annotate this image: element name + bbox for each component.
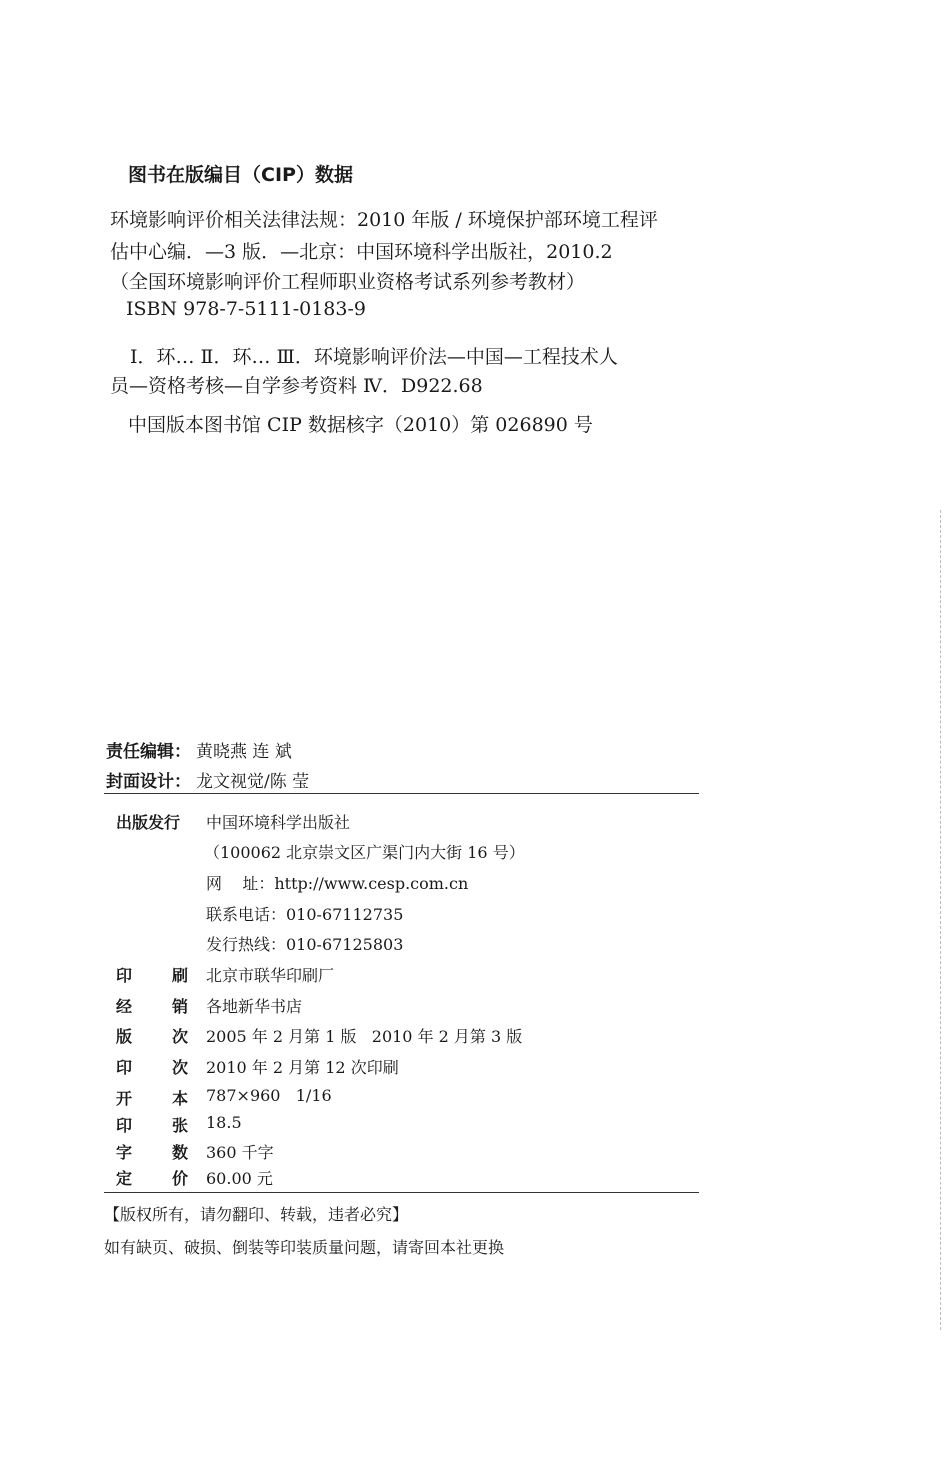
cover-design-value: 龙文视觉/陈 莹 <box>196 772 310 792</box>
divider-bottom <box>104 1192 699 1193</box>
cip-title: 图书在版编目（CIP）数据 <box>128 164 353 186</box>
cip-line-2: 估中心编．—3 版．—北京：中国环境科学出版社，2010.2 <box>110 241 613 263</box>
spec-distributor: 各地新华书店 <box>206 997 303 1016</box>
cip-line-3: （全国环境影响评价工程师职业资格考试系列参考教材） <box>110 271 586 293</box>
cip-core-number: 中国版本图书馆 CIP 数据核字（2010）第 026890 号 <box>128 414 593 436</box>
editor-value: 黄晓燕 连 斌 <box>196 742 292 762</box>
cip-isbn: ISBN 978-7-5111-0183-9 <box>126 298 366 320</box>
publisher-address: （100062 北京崇文区广渠门内大街 16 号） <box>204 843 525 862</box>
spec-printer: 北京市联华印刷厂 <box>206 966 335 985</box>
publisher-phone: 联系电话：010-67112735 <box>206 905 404 924</box>
cip-classification-1: Ⅰ．环… Ⅱ．环… Ⅲ．环境影响评价法—中国—工程技术人 <box>130 346 618 368</box>
spec-price: 60.00 元 <box>206 1169 273 1188</box>
cip-line-1: 环境影响评价相关法律法规：2010 年版 / 环境保护部环境工程评 <box>110 209 658 231</box>
scan-edge-line <box>940 510 941 1330</box>
cip-classification-2: 员—资格考核—自学参考资料 Ⅳ．D922.68 <box>110 375 483 397</box>
divider-top <box>104 793 699 794</box>
spec-edition: 2005 年 2 月第 1 版 2010 年 2 月第 3 版 <box>206 1027 523 1046</box>
publisher-name: 中国环境科学出版社 <box>206 813 351 832</box>
quality-notice: 如有缺页、破损、倒装等印装质量问题，请寄回本社更换 <box>104 1238 505 1257</box>
spec-word-count: 360 千字 <box>206 1143 274 1162</box>
publisher-label: 出版发行 <box>116 813 181 832</box>
copyright-notice: 【版权所有，请勿翻印、转载，违者必究】 <box>104 1205 409 1224</box>
publisher-website: 网 址：http://www.cesp.com.cn <box>206 874 469 893</box>
editor-label: 责任编辑： <box>106 742 191 762</box>
publisher-hotline: 发行热线：010-67125803 <box>206 935 404 954</box>
spec-sheets: 18.5 <box>206 1113 242 1132</box>
spec-printing: 2010 年 2 月第 12 次印刷 <box>206 1058 399 1077</box>
spec-format: 787×960 1/16 <box>206 1086 332 1105</box>
cover-design-label: 封面设计： <box>106 772 191 792</box>
